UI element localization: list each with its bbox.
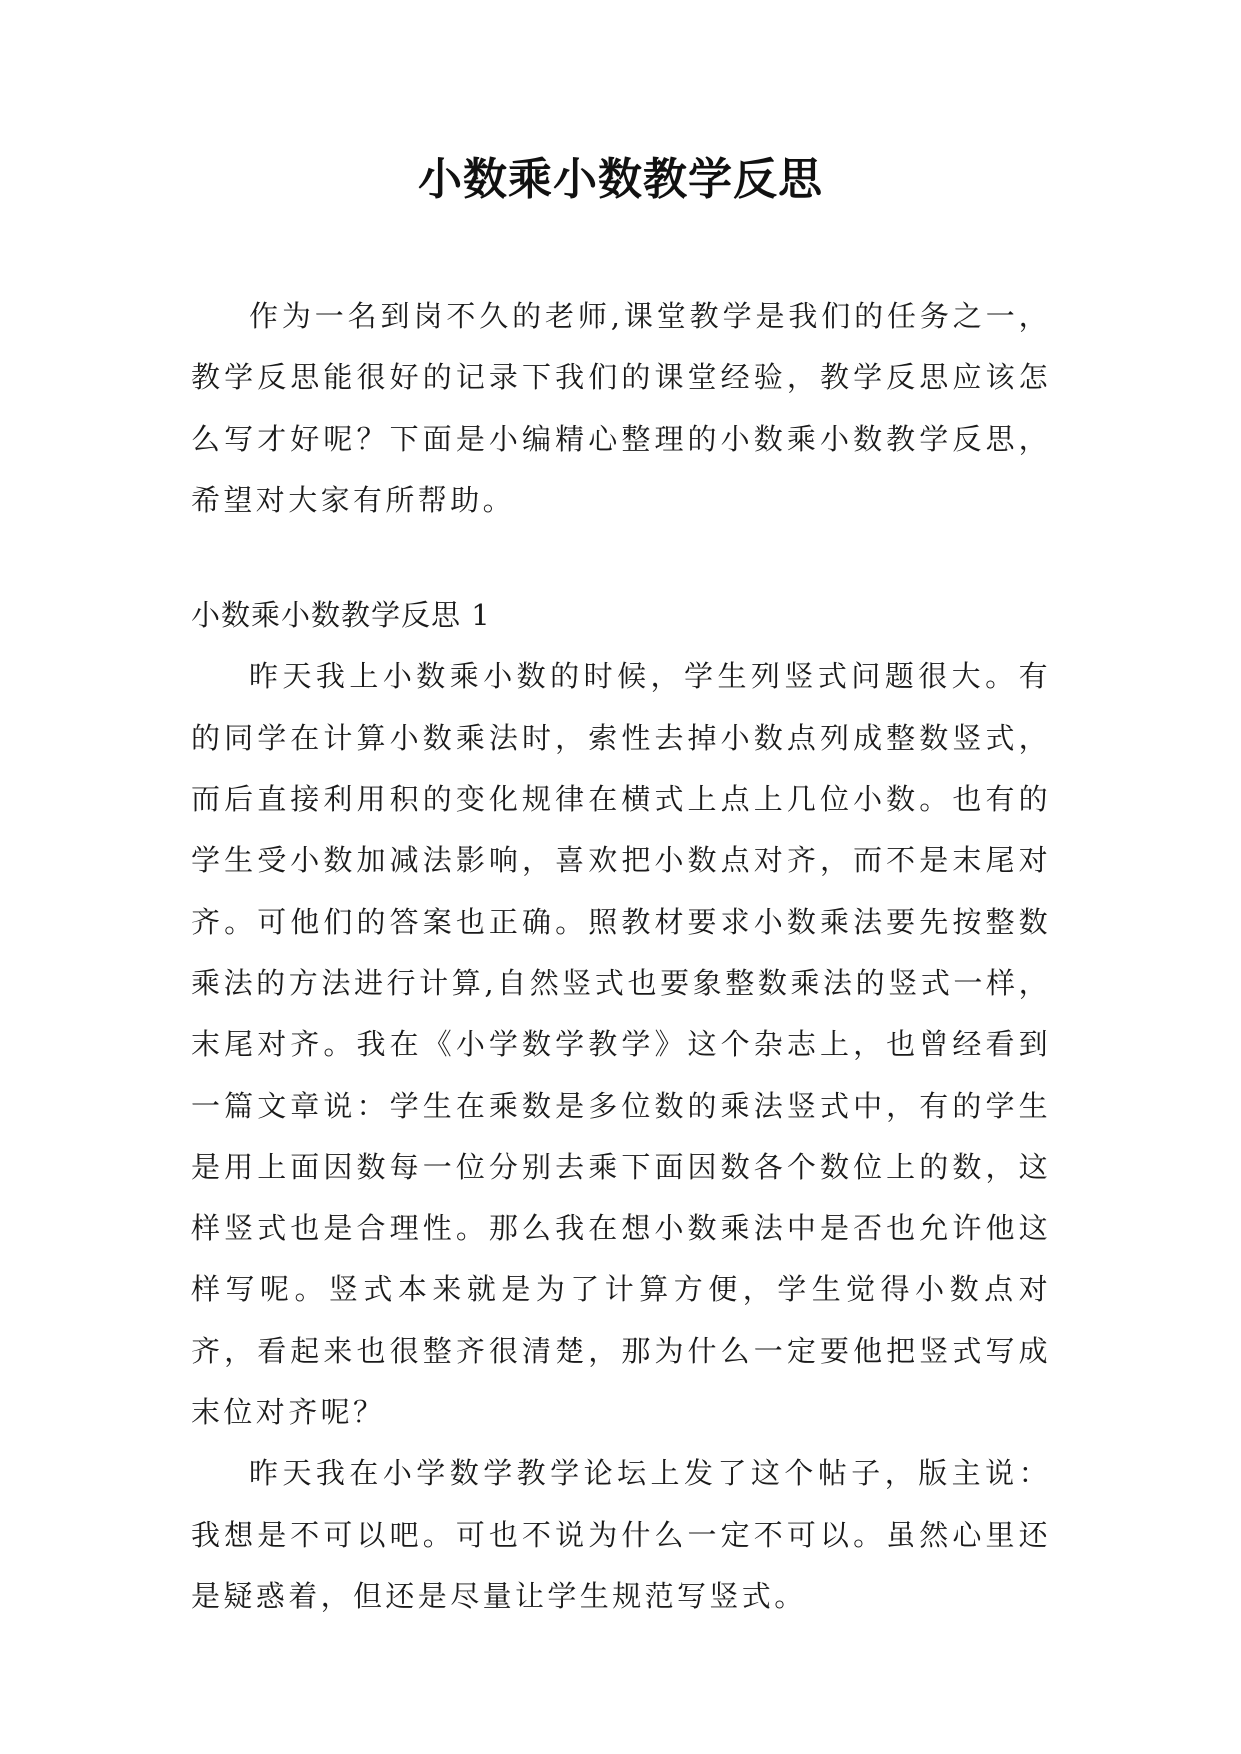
document-title: 小数乘小数教学反思 [418, 154, 823, 205]
section-heading: 小数乘小数教学反思 1 [191, 598, 491, 633]
document-body [191, 286, 1051, 1627]
body-paragraph-2: 昨天我在小学数学教学论坛上发了这个帖子，版主说：我想是不可以吧。可也不说为什么一定不可以。虽然心里还是疑惑着，但还是尽量让学生规范写竖式。 [191, 1456, 1051, 1613]
body-paragraph-1: 昨天我上小数乘小数的时候，学生列竖式问题很大。有的同学在计算小数乘法时，索性去掉小数点列成整数竖式，而后直接利用积的变化规律在横式上点上几位小数。也有的学生受小数加减法影响，喜欢把小数点对齐，而不是末尾对齐。可他们的答案也正确。照教材要求小数乘法要先按整数乘法的方法进行计算,自然竖式也要象整数乘法的竖式一样，末尾对齐。我在《小学数学教学》这个杂志上，也曾经看到一篇文章说：学生在乘数是多位数的乘法竖式中，有的学生是用上面因数每一位分别去乘下面因数各个数位上的数，这样竖式也是合理性。那么我在想小数乘法中是否也允许他这样写呢。竖式本来就是为了计算方便，学生觉得小数点对齐，看起来也很整齐很清楚，那为什么一定要他把竖式写成末位对齐呢？ [191, 659, 1051, 1430]
intro-paragraph: 作为一名到岗不久的老师,课堂教学是我们的任务之一，教学反思能很好的记录下我们的课堂经验，教学反思应该怎么写才好呢？下面是小编精心整理的小数乘小数教学反思，希望对大家有所帮助。 [191, 299, 1051, 517]
